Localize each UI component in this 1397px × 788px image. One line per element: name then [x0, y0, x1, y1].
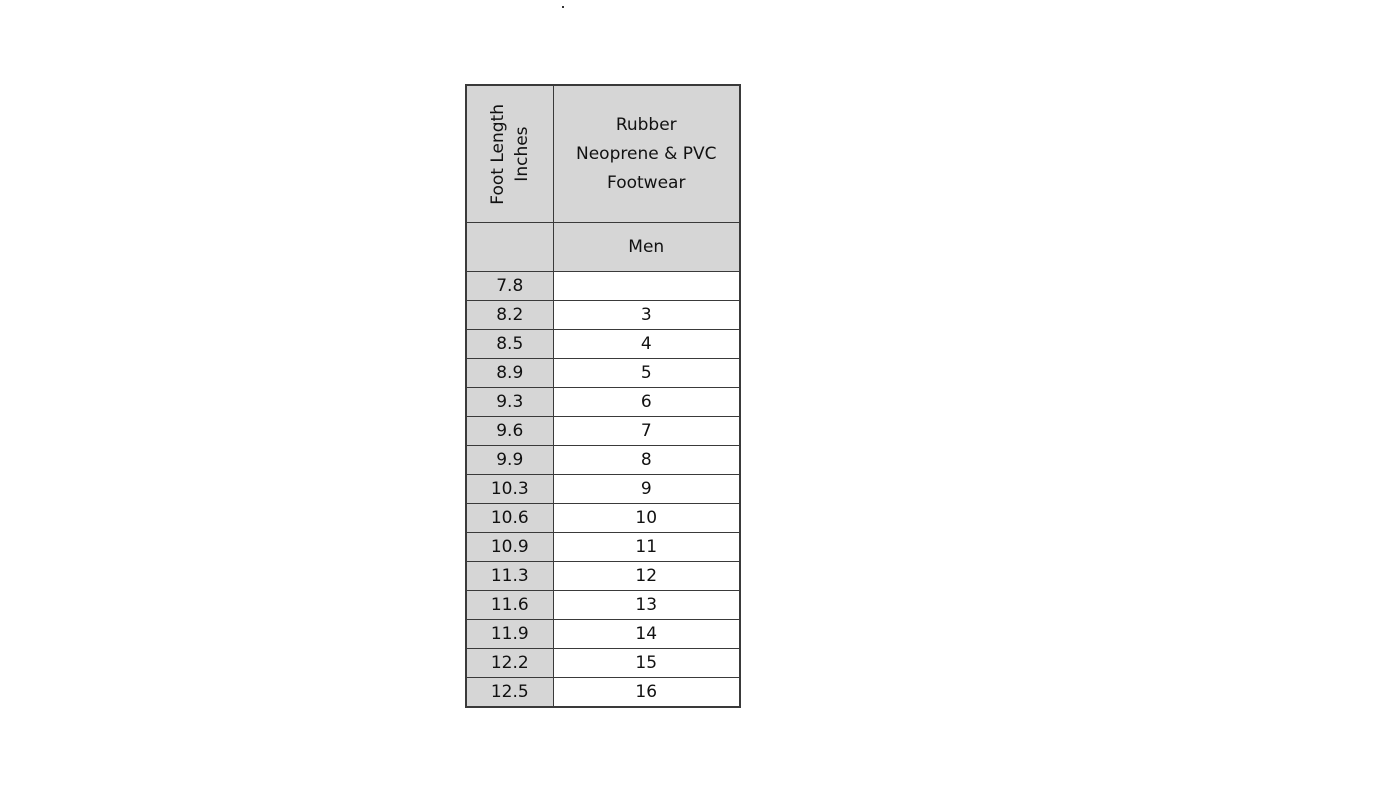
- table-row: [466, 301, 740, 330]
- table-row: [466, 620, 740, 649]
- header-row: [466, 85, 740, 223]
- men-size-cell: 10: [553, 504, 740, 533]
- footwear-type-header: [553, 85, 740, 223]
- foot-length-cell: 11.9: [466, 620, 553, 649]
- men-size-cell: 8: [553, 446, 740, 475]
- table-row: [466, 359, 740, 388]
- table-row: [466, 649, 740, 678]
- foot-length-cell: 12.5: [466, 678, 553, 708]
- foot-length-cell: 8.9: [466, 359, 553, 388]
- size-chart-table: [465, 84, 741, 708]
- table-row: [466, 388, 740, 417]
- men-size-cell: 7: [553, 417, 740, 446]
- foot-length-cell: 8.5: [466, 330, 553, 359]
- footwear-title-line2: Neoprene & PVC: [576, 143, 717, 164]
- foot-length-label: [486, 104, 534, 205]
- men-size-cell: 4: [553, 330, 740, 359]
- foot-length-cell: 12.2: [466, 649, 553, 678]
- footwear-title-line1: Rubber: [615, 114, 677, 135]
- foot-length-label-line1: Foot Length: [487, 103, 508, 205]
- men-size-cell: 14: [553, 620, 740, 649]
- men-size-cell: 5: [553, 359, 740, 388]
- subheader-empty-cell: [466, 223, 553, 272]
- men-size-cell: 9: [553, 475, 740, 504]
- foot-length-cell: 8.2: [466, 301, 553, 330]
- men-size-cell: 13: [553, 591, 740, 620]
- foot-length-cell: 11.6: [466, 591, 553, 620]
- table-row: [466, 272, 740, 301]
- table-row: [466, 591, 740, 620]
- size-chart-body: [466, 85, 740, 707]
- men-size-cell: [553, 272, 740, 301]
- foot-length-cell: 9.6: [466, 417, 553, 446]
- men-size-cell: 16: [553, 678, 740, 708]
- table-row: [466, 446, 740, 475]
- foot-length-cell: 7.8: [466, 272, 553, 301]
- footwear-title-line3: Footwear: [607, 172, 686, 193]
- men-size-cell: 12: [553, 562, 740, 591]
- men-size-cell: 3: [553, 301, 740, 330]
- foot-length-cell: 9.9: [466, 446, 553, 475]
- table-row: [466, 678, 740, 708]
- men-size-cell: 15: [553, 649, 740, 678]
- men-size-cell: 6: [553, 388, 740, 417]
- table-row: [466, 533, 740, 562]
- foot-length-header: [466, 85, 553, 223]
- subheader-row: [466, 223, 740, 272]
- foot-length-label-line2: Inches: [511, 126, 532, 182]
- stray-dot: [562, 6, 564, 8]
- table-row: [466, 504, 740, 533]
- table-row: [466, 475, 740, 504]
- foot-length-cell: 10.6: [466, 504, 553, 533]
- foot-length-cell: 10.9: [466, 533, 553, 562]
- foot-length-cell: 10.3: [466, 475, 553, 504]
- foot-length-cell: 11.3: [466, 562, 553, 591]
- men-header: Men: [553, 223, 740, 272]
- table-row: [466, 417, 740, 446]
- table-row: [466, 330, 740, 359]
- foot-length-cell: 9.3: [466, 388, 553, 417]
- table-row: [466, 562, 740, 591]
- men-size-cell: 11: [553, 533, 740, 562]
